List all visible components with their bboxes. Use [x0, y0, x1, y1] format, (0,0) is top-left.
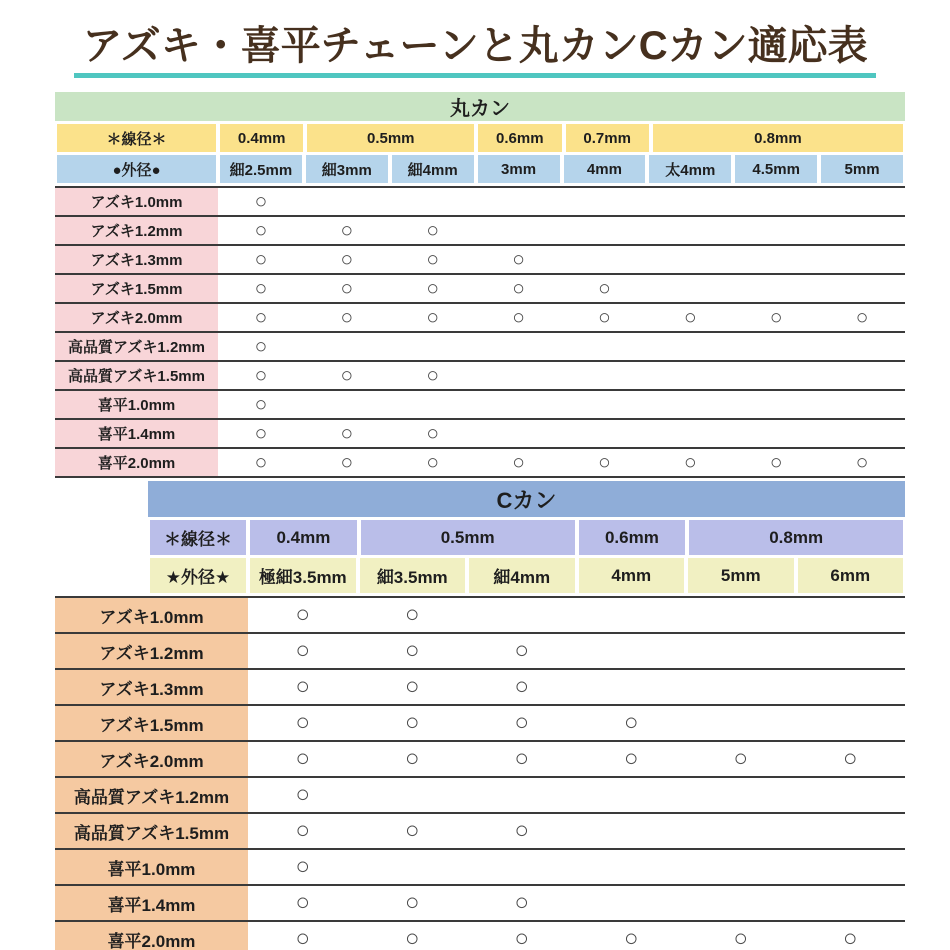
chain-row-label: 喜平2.0mm — [55, 922, 248, 950]
table-row — [55, 670, 905, 706]
outer-size-cell: 細3mm — [304, 155, 390, 183]
mark-cell: ○ — [254, 392, 268, 416]
mark-cell — [686, 814, 796, 848]
mark-cell: ○ — [426, 450, 440, 474]
mark-cell — [562, 188, 648, 215]
ckan-outer-diameter-row — [55, 558, 905, 593]
page-title: アズキ・喜平チェーンと丸カンCカン適応表 — [74, 22, 875, 78]
mark-cell: ○ — [295, 781, 310, 808]
chain-row-label: アズキ1.0mm — [55, 598, 248, 632]
mark-cell — [686, 634, 796, 668]
mark-cell: ○ — [512, 247, 525, 271]
mark-cell — [796, 886, 906, 920]
mark-cell: ○ — [426, 218, 440, 242]
mark-cell — [577, 670, 687, 704]
marukan-table-body — [55, 186, 905, 478]
chain-row-label: アズキ1.2mm — [55, 634, 248, 668]
mark-cell: ○ — [514, 673, 529, 700]
mark-cell: ○ — [598, 276, 611, 300]
table-row — [55, 420, 905, 449]
header-spacer — [55, 520, 148, 555]
chain-row-label: 高品質アズキ1.5mm — [55, 814, 248, 848]
outer-size-cell: 5mm — [686, 558, 796, 593]
mark-cell — [686, 850, 796, 884]
mark-cell — [819, 188, 905, 215]
mark-cell — [647, 420, 733, 447]
mark-cell — [733, 362, 819, 389]
mark-cell — [819, 420, 905, 447]
table-row — [55, 304, 905, 333]
mark-cell — [304, 391, 390, 418]
mark-cell — [733, 420, 819, 447]
mark-cell: ○ — [514, 637, 529, 664]
table-row — [55, 275, 905, 304]
chain-row-label: アズキ2.0mm — [55, 742, 248, 776]
table-row — [55, 362, 905, 391]
chain-row-label: 喜平1.4mm — [55, 420, 218, 447]
mark-cell: ○ — [295, 745, 310, 772]
mark-cell — [390, 333, 476, 360]
table-row — [55, 886, 905, 922]
mark-cell — [647, 333, 733, 360]
wire-size-cell: 0.5mm — [305, 124, 476, 152]
mark-cell — [577, 850, 687, 884]
mark-cell — [686, 598, 796, 632]
mark-cell — [577, 886, 687, 920]
table-row — [55, 634, 905, 670]
mark-cell — [358, 778, 468, 812]
mark-cell: ○ — [426, 276, 440, 300]
mark-cell: ○ — [514, 817, 529, 844]
mark-cell: ○ — [405, 925, 420, 950]
ckan-table — [55, 481, 905, 950]
mark-cell — [647, 362, 733, 389]
ckan-title-bar — [55, 481, 905, 517]
mark-cell: ○ — [598, 450, 611, 474]
mark-cell — [577, 634, 687, 668]
table-row — [55, 391, 905, 420]
chain-row-label: 喜平1.0mm — [55, 391, 218, 418]
outer-size-cell: 細4mm — [467, 558, 577, 593]
marukan-wire-diameter-row — [55, 124, 905, 152]
mark-cell — [796, 778, 906, 812]
outer-size-cell: 細3.5mm — [358, 558, 468, 593]
ckan-table-title: Cカン — [148, 481, 905, 517]
outer-size-cell: 極細3.5mm — [248, 558, 358, 593]
mark-cell: ○ — [624, 745, 639, 772]
table-row — [55, 742, 905, 778]
wire-size-cell: 0.7mm — [564, 124, 651, 152]
mark-cell: ○ — [405, 817, 420, 844]
mark-cell: ○ — [405, 637, 420, 664]
mark-cell — [577, 814, 687, 848]
mark-cell — [476, 362, 562, 389]
mark-cell: ○ — [624, 925, 639, 950]
wire-size-cell: 0.4mm — [218, 124, 305, 152]
marukan-table-title: 丸カン — [55, 92, 905, 121]
wire-size-cell: 0.6mm — [476, 124, 563, 152]
outer-size-cell: 5mm — [819, 155, 905, 183]
mark-cell: ○ — [340, 247, 354, 271]
mark-cell — [577, 778, 687, 812]
chain-row-label: 高品質アズキ1.2mm — [55, 778, 248, 812]
outer-diameter-label: ●外径● — [55, 155, 218, 183]
mark-cell — [562, 420, 648, 447]
mark-cell — [686, 886, 796, 920]
mark-cell: ○ — [733, 925, 748, 950]
mark-cell — [476, 333, 562, 360]
mark-cell — [390, 188, 476, 215]
outer-size-cell: 太4mm — [647, 155, 733, 183]
mark-cell: ○ — [769, 450, 783, 474]
mark-cell: ○ — [514, 745, 529, 772]
mark-cell — [796, 598, 906, 632]
mark-cell: ○ — [254, 247, 268, 271]
mark-cell — [733, 391, 819, 418]
table-row — [55, 449, 905, 478]
wire-size-cell: 0.4mm — [248, 520, 359, 555]
mark-cell: ○ — [598, 305, 611, 329]
mark-cell: ○ — [733, 745, 748, 772]
mark-cell: ○ — [405, 673, 420, 700]
mark-cell: ○ — [295, 889, 310, 916]
mark-cell: ○ — [514, 925, 529, 950]
mark-cell — [647, 391, 733, 418]
mark-cell — [467, 598, 577, 632]
mark-cell: ○ — [514, 709, 529, 736]
mark-cell — [819, 362, 905, 389]
mark-cell — [476, 188, 562, 215]
ckan-wire-diameter-row — [55, 520, 905, 555]
mark-cell — [819, 217, 905, 244]
mark-cell: ○ — [340, 276, 354, 300]
mark-cell: ○ — [512, 276, 525, 300]
table-row — [55, 188, 905, 217]
mark-cell — [796, 706, 906, 740]
outer-size-cell: 4mm — [562, 155, 648, 183]
mark-cell: ○ — [254, 450, 268, 474]
table-row — [55, 217, 905, 246]
outer-size-cell: 細2.5mm — [218, 155, 304, 183]
mark-cell — [562, 217, 648, 244]
mark-cell: ○ — [340, 421, 354, 445]
mark-cell: ○ — [254, 218, 268, 242]
mark-cell: ○ — [426, 363, 440, 387]
mark-cell: ○ — [254, 421, 268, 445]
mark-cell — [467, 850, 577, 884]
mark-cell — [390, 391, 476, 418]
mark-cell: ○ — [405, 601, 420, 628]
mark-cell — [733, 217, 819, 244]
mark-cell — [562, 362, 648, 389]
mark-cell — [476, 420, 562, 447]
mark-cell: ○ — [855, 305, 869, 329]
mark-cell — [686, 706, 796, 740]
chain-row-label: 喜平1.4mm — [55, 886, 248, 920]
header-spacer — [55, 481, 148, 517]
mark-cell: ○ — [405, 709, 420, 736]
mark-cell — [819, 275, 905, 302]
wire-diameter-label: ＊線径＊ — [148, 520, 248, 555]
mark-cell — [577, 598, 687, 632]
mark-cell: ○ — [426, 247, 440, 271]
mark-cell — [686, 670, 796, 704]
marukan-title-bar — [55, 92, 905, 121]
table-row — [55, 814, 905, 850]
table-row — [55, 706, 905, 742]
chain-row-label: アズキ1.3mm — [55, 246, 218, 273]
mark-cell — [304, 333, 390, 360]
mark-cell: ○ — [295, 673, 310, 700]
wire-size-cell: 0.8mm — [687, 520, 905, 555]
mark-cell: ○ — [405, 745, 420, 772]
wire-size-cell: 0.6mm — [577, 520, 688, 555]
mark-cell: ○ — [855, 450, 869, 474]
outer-size-cell: 3mm — [476, 155, 562, 183]
mark-cell — [819, 246, 905, 273]
mark-cell — [562, 391, 648, 418]
chain-row-label: 高品質アズキ1.5mm — [55, 362, 218, 389]
mark-cell: ○ — [340, 363, 354, 387]
chain-row-label: アズキ1.0mm — [55, 188, 218, 215]
mark-cell: ○ — [295, 709, 310, 736]
mark-cell — [733, 246, 819, 273]
mark-cell: ○ — [426, 305, 440, 329]
table-row — [55, 333, 905, 362]
chain-row-label: アズキ1.3mm — [55, 670, 248, 704]
mark-cell — [819, 333, 905, 360]
mark-cell: ○ — [254, 334, 268, 358]
mark-cell: ○ — [683, 450, 697, 474]
mark-cell: ○ — [295, 601, 310, 628]
mark-cell — [304, 188, 390, 215]
mark-cell — [796, 850, 906, 884]
wire-size-cell: 0.5mm — [359, 520, 577, 555]
mark-cell: ○ — [843, 925, 858, 950]
mark-cell: ○ — [512, 305, 525, 329]
mark-cell — [796, 814, 906, 848]
outer-size-cell: 細4mm — [390, 155, 476, 183]
chain-row-label: アズキ1.5mm — [55, 706, 248, 740]
table-row — [55, 778, 905, 814]
marukan-outer-diameter-row — [55, 155, 905, 183]
mark-cell: ○ — [405, 889, 420, 916]
mark-cell — [647, 217, 733, 244]
mark-cell — [562, 246, 648, 273]
mark-cell — [476, 391, 562, 418]
mark-cell: ○ — [683, 305, 697, 329]
chain-row-label: 高品質アズキ1.2mm — [55, 333, 218, 360]
mark-cell: ○ — [426, 421, 440, 445]
marukan-table — [55, 92, 905, 478]
mark-cell: ○ — [514, 889, 529, 916]
mark-cell: ○ — [624, 709, 639, 736]
table-row — [55, 850, 905, 886]
wire-size-cell: 0.8mm — [651, 124, 905, 152]
mark-cell: ○ — [769, 305, 783, 329]
wire-diameter-label: ＊線径＊ — [55, 124, 218, 152]
table-row — [55, 922, 905, 950]
outer-diameter-label: ★外径★ — [148, 558, 248, 593]
mark-cell — [562, 333, 648, 360]
mark-cell — [733, 333, 819, 360]
mark-cell — [647, 275, 733, 302]
ckan-table-body — [55, 596, 905, 950]
mark-cell: ○ — [295, 925, 310, 950]
mark-cell — [796, 670, 906, 704]
mark-cell — [796, 634, 906, 668]
mark-cell — [358, 850, 468, 884]
table-row — [55, 246, 905, 275]
mark-cell: ○ — [254, 276, 268, 300]
mark-cell: ○ — [254, 363, 268, 387]
header-spacer — [55, 558, 148, 593]
mark-cell — [686, 778, 796, 812]
chain-row-label: 喜平1.0mm — [55, 850, 248, 884]
mark-cell — [819, 391, 905, 418]
mark-cell: ○ — [340, 450, 354, 474]
chain-row-label: アズキ1.5mm — [55, 275, 218, 302]
outer-size-cell: 4mm — [577, 558, 687, 593]
mark-cell — [733, 275, 819, 302]
mark-cell: ○ — [843, 745, 858, 772]
mark-cell — [733, 188, 819, 215]
chain-row-label: 喜平2.0mm — [55, 449, 218, 476]
mark-cell: ○ — [295, 853, 310, 880]
outer-size-cell: 6mm — [796, 558, 906, 593]
mark-cell: ○ — [512, 450, 525, 474]
mark-cell — [647, 246, 733, 273]
mark-cell: ○ — [254, 189, 268, 213]
outer-size-cell: 4.5mm — [733, 155, 819, 183]
table-row — [55, 598, 905, 634]
mark-cell — [647, 188, 733, 215]
mark-cell — [476, 217, 562, 244]
mark-cell: ○ — [340, 305, 354, 329]
mark-cell: ○ — [254, 305, 268, 329]
chain-row-label: アズキ1.2mm — [55, 217, 218, 244]
mark-cell: ○ — [340, 218, 354, 242]
chain-row-label: アズキ2.0mm — [55, 304, 218, 331]
mark-cell: ○ — [295, 637, 310, 664]
mark-cell: ○ — [295, 817, 310, 844]
mark-cell — [467, 778, 577, 812]
